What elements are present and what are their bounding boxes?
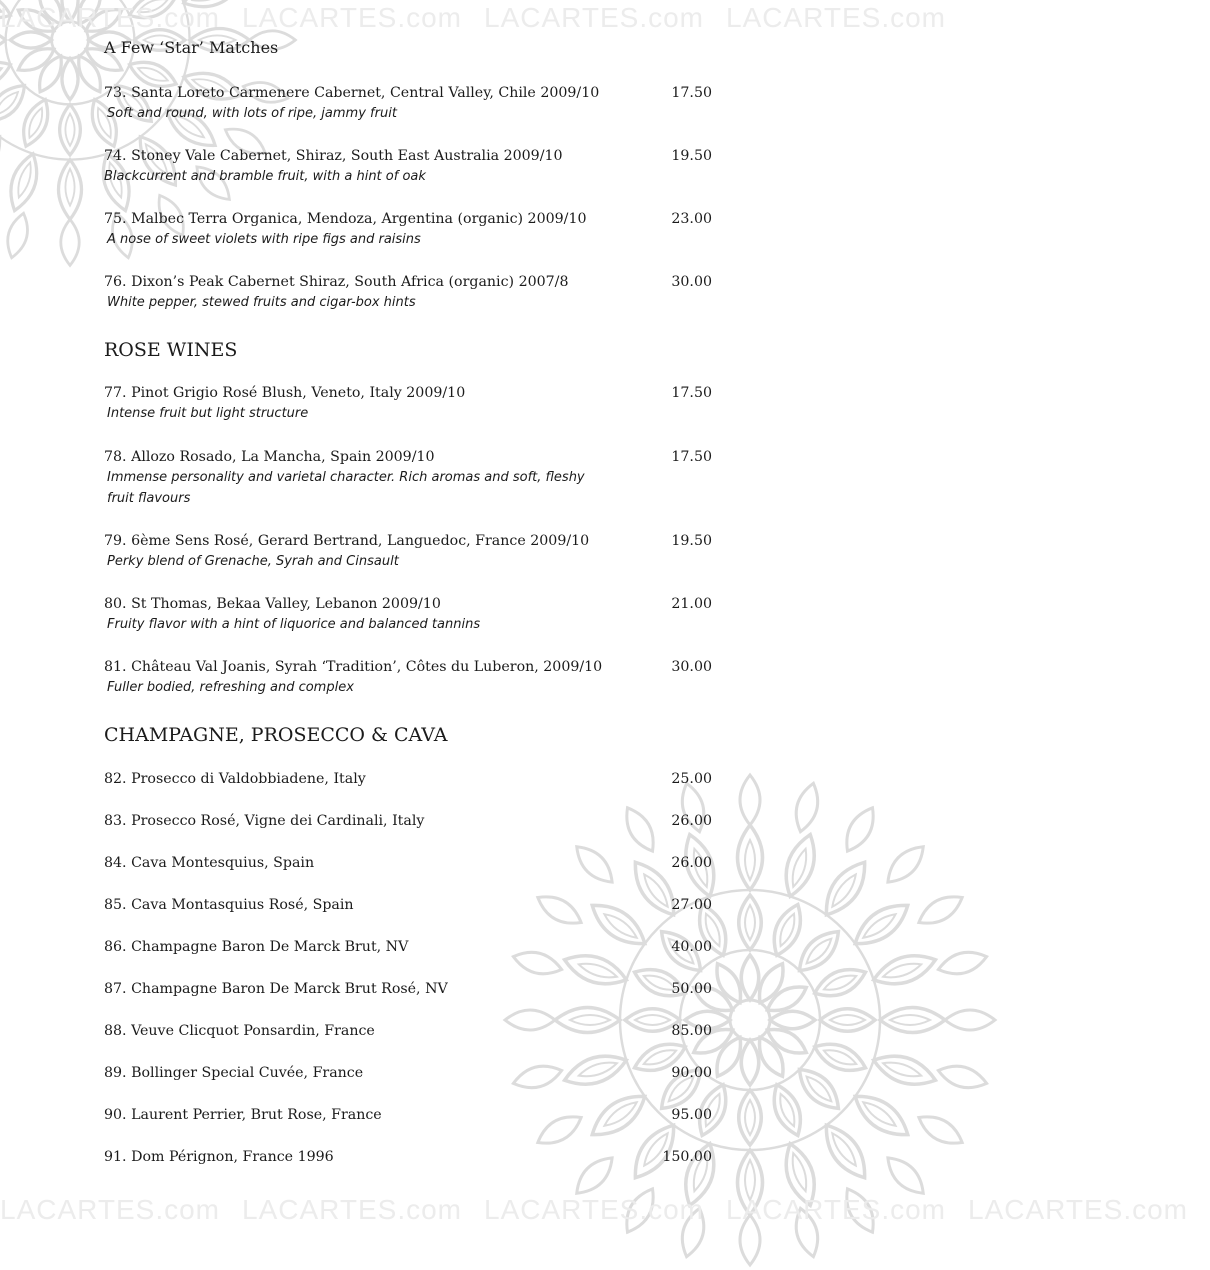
wine-price: 26.00 xyxy=(671,855,712,871)
wine-description: A nose of sweet violets with ripe figs and raisins xyxy=(107,232,421,247)
wine-name: 84. Cava Montesquius, Spain xyxy=(104,855,315,871)
wine-item xyxy=(104,83,714,124)
section-title-champagne: CHAMPAGNE, PROSECCO & CAVA xyxy=(104,724,448,746)
wine-name: 91. Dom Pérignon, France 1996 xyxy=(104,1149,334,1165)
wine-name: 76. Dixon’s Peak Cabernet Shiraz, South Africa (organic) 2007/8 xyxy=(104,274,569,290)
wine-price: 95.00 xyxy=(671,1107,712,1123)
section-title-rose-wines: ROSE WINES xyxy=(104,339,238,361)
watermark-text: LACARTES.com xyxy=(0,2,220,33)
wine-description: Soft and round, with lots of ripe, jammy fruit xyxy=(107,106,397,121)
wine-item xyxy=(104,447,714,509)
wine-name: 90. Laurent Perrier, Brut Rose, France xyxy=(104,1107,382,1123)
wine-item xyxy=(104,594,714,635)
wine-price: 30.00 xyxy=(671,274,712,290)
wine-price: 17.50 xyxy=(671,85,712,101)
wine-price: 40.00 xyxy=(671,939,712,955)
wine-price: 26.00 xyxy=(671,813,712,829)
watermark-text: LACARTES.com xyxy=(242,2,462,33)
wine-name: 81. Château Val Joanis, Syrah ‘Tradition’, Côtes du Luberon, 2009/10 xyxy=(104,659,603,675)
watermark-text: LACARTES.com xyxy=(726,2,946,33)
wine-price: 23.00 xyxy=(671,211,712,227)
wine-price: 21.00 xyxy=(671,596,712,612)
wine-description: Fuller bodied, refreshing and complex xyxy=(107,680,354,695)
wine-item xyxy=(104,209,714,250)
wine-price: 30.00 xyxy=(671,659,712,675)
wine-description: White pepper, stewed fruits and cigar-box hints xyxy=(107,295,416,310)
wine-price: 17.50 xyxy=(671,449,712,465)
wine-item xyxy=(104,383,714,424)
wine-description: Immense personality and varietal character. Rich aromas and soft, fleshy fruit flavours xyxy=(107,470,585,506)
wine-name: 77. Pinot Grigio Rosé Blush, Veneto, Italy 2009/10 xyxy=(104,385,466,401)
wine-item xyxy=(104,979,714,999)
wine-item xyxy=(104,937,714,957)
section-title-star-matches: A Few ‘Star’ Matches xyxy=(104,38,279,57)
wine-description: Fruity flavor with a hint of liquorice and balanced tannins xyxy=(107,617,481,632)
wine-description: Blackcurrent and bramble fruit, with a hint of oak xyxy=(104,169,426,184)
wine-price: 19.50 xyxy=(671,533,712,549)
wine-item xyxy=(104,895,714,915)
wine-item xyxy=(104,769,714,789)
wine-name: 74. Stoney Vale Cabernet, Shiraz, South East Australia 2009/10 xyxy=(104,148,563,164)
wine-item xyxy=(104,853,714,873)
wine-name: 87. Champagne Baron De Marck Brut Rosé, NV xyxy=(104,981,448,997)
wine-name: 88. Veuve Clicquot Ponsardin, France xyxy=(104,1023,375,1039)
wine-price: 19.50 xyxy=(671,148,712,164)
wine-price: 50.00 xyxy=(671,981,712,997)
wine-item xyxy=(104,146,714,187)
wine-item xyxy=(104,272,714,313)
wine-description: Intense fruit but light structure xyxy=(107,406,309,421)
watermark-text: LACARTES.com xyxy=(968,1194,1188,1225)
wine-name: 86. Champagne Baron De Marck Brut, NV xyxy=(104,939,409,955)
wine-name: 80. St Thomas, Bekaa Valley, Lebanon 2009/10 xyxy=(104,596,441,612)
wine-description: Perky blend of Grenache, Syrah and Cinsault xyxy=(107,554,399,569)
wine-item xyxy=(104,1063,714,1083)
wine-item xyxy=(104,657,714,698)
wine-name: 82. Prosecco di Valdobbiadene, Italy xyxy=(104,771,366,787)
wine-name: 79. 6ème Sens Rosé, Gerard Bertrand, Languedoc, France 2009/10 xyxy=(104,533,590,549)
wine-item xyxy=(104,1021,714,1041)
wine-name: 78. Allozo Rosado, La Mancha, Spain 2009/10 xyxy=(104,449,435,465)
wine-name: 85. Cava Montasquius Rosé, Spain xyxy=(104,897,354,913)
wine-price: 27.00 xyxy=(671,897,712,913)
wine-price: 17.50 xyxy=(671,385,712,401)
wine-name: 75. Malbec Terra Organica, Mendoza, Argentina (organic) 2009/10 xyxy=(104,211,587,227)
wine-name: 83. Prosecco Rosé, Vigne dei Cardinali, Italy xyxy=(104,813,425,829)
wine-item xyxy=(104,1105,714,1125)
watermark-text: LACARTES.com xyxy=(484,2,704,33)
watermark-text: LACARTES.com xyxy=(726,1194,946,1225)
wine-item xyxy=(104,811,714,831)
wine-name: 73. Santa Loreto Carmenere Cabernet, Central Valley, Chile 2009/10 xyxy=(104,85,600,101)
wine-price: 25.00 xyxy=(671,771,712,787)
watermark-text: LACARTES.com xyxy=(0,1194,220,1225)
wine-price: 90.00 xyxy=(671,1065,712,1081)
wine-name: 89. Bollinger Special Cuvée, France xyxy=(104,1065,364,1081)
watermark-text: LACARTES.com xyxy=(242,1194,462,1225)
wine-price: 85.00 xyxy=(671,1023,712,1039)
watermark-text: LACARTES.com xyxy=(484,1194,704,1225)
wine-item xyxy=(104,531,714,572)
wine-item xyxy=(104,1147,714,1167)
wine-price: 150.00 xyxy=(662,1149,712,1165)
